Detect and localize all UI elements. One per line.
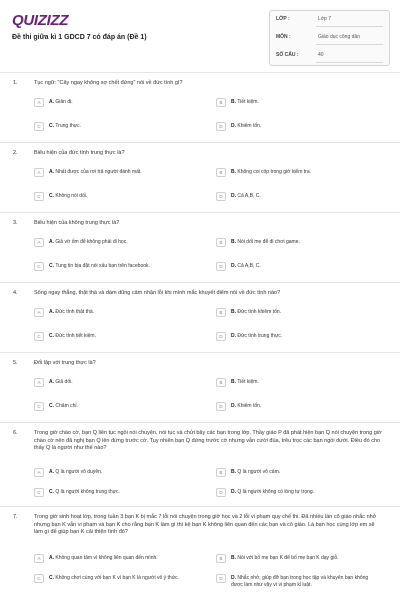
- option-letter: A.: [49, 309, 54, 315]
- divider: [0, 142, 400, 143]
- option-letter: D.: [231, 193, 236, 199]
- option-letter: D.: [231, 263, 236, 269]
- option-key-box[interactable]: D: [216, 122, 226, 131]
- meta-value: Lớp 7: [318, 16, 332, 22]
- divider: [0, 282, 400, 283]
- option-key-box[interactable]: D: [216, 332, 226, 341]
- option-letter: C.: [49, 193, 54, 199]
- option-text: Khiêm tốn.: [237, 403, 262, 409]
- option-letter: D.: [231, 489, 236, 495]
- option-text: Đức tính thật thà.: [55, 309, 95, 315]
- option-text: Khiêm tốn.: [237, 123, 262, 129]
- question-number: 6.: [13, 430, 18, 436]
- option-key-box[interactable]: D: [216, 574, 226, 583]
- option-key-box[interactable]: A: [34, 308, 44, 317]
- quizizz-logo: QUIZIZZ: [12, 12, 69, 29]
- option-key-box[interactable]: D: [216, 488, 226, 497]
- meta-value: 40: [318, 52, 324, 58]
- option-text: Tung tin bịa đặt nói xấu bạn trên facebook.: [55, 263, 150, 269]
- option-text: Giản dị.: [55, 99, 73, 105]
- worksheet-header: [12, 10, 390, 62]
- option-key-box[interactable]: A: [34, 168, 44, 177]
- option-key-box[interactable]: A: [34, 554, 44, 563]
- meta-row-subject: [270, 29, 389, 47]
- option-letter: D.: [231, 575, 236, 581]
- option-key-box[interactable]: C: [34, 574, 44, 583]
- option-text: Đức tính tiết kiệm.: [55, 333, 96, 339]
- question-number: 3.: [13, 220, 18, 226]
- meta-underline: [316, 62, 383, 63]
- meta-label: LỚP :: [276, 16, 290, 22]
- option-letter: B.: [231, 169, 236, 175]
- divider: [0, 212, 400, 213]
- option-key-box[interactable]: D: [216, 402, 226, 411]
- option-key-box[interactable]: B: [216, 468, 226, 477]
- question-text: Biểu hiện của đức tính trung thực là?: [34, 150, 125, 156]
- option-key-box[interactable]: D: [216, 262, 226, 271]
- option-text: Q là người vô duyên.: [55, 469, 103, 475]
- option-letter: C.: [49, 575, 54, 581]
- option-key-box[interactable]: B: [216, 554, 226, 563]
- option-key-box[interactable]: C: [34, 332, 44, 341]
- option-letter: C.: [49, 403, 54, 409]
- option-letter: A.: [49, 99, 54, 105]
- option-text: Chăm chỉ.: [55, 403, 78, 409]
- option-text: Q là người không trung thực.: [55, 489, 120, 495]
- option-key-box[interactable]: B: [216, 168, 226, 177]
- question-number: 7.: [13, 514, 18, 520]
- question-text: Đối lập với trung thực là?: [34, 360, 96, 366]
- question-number: 2.: [13, 150, 18, 156]
- divider: [0, 72, 400, 73]
- meta-row-class: [270, 11, 389, 29]
- option-key-box[interactable]: C: [34, 488, 44, 497]
- option-letter: C.: [49, 489, 54, 495]
- divider: [0, 422, 400, 423]
- document-title: Đề thi giữa kì 1 GDCD 7 có đáp án (Đề 1): [12, 34, 147, 41]
- meta-underline: [316, 26, 383, 27]
- option-letter: D.: [231, 403, 236, 409]
- question-number: 1.: [13, 80, 18, 86]
- option-text: Nhắc nhở, giúp đỡ bạn trong học tập và khuyên bạn không được làm như vậy vì vi phạm kỉ luật.: [231, 575, 369, 588]
- option-key-box[interactable]: B: [216, 98, 226, 107]
- option-text: Trung thực.: [55, 123, 81, 129]
- option-letter: A.: [49, 239, 54, 245]
- option-text: Q là người vô cảm.: [237, 469, 281, 475]
- option-letter: B.: [231, 99, 236, 105]
- option-letter: B.: [231, 379, 236, 385]
- option-key-box[interactable]: A: [34, 468, 44, 477]
- option-text: Không coi cóp trong giờ kiểm tra.: [237, 169, 311, 175]
- meta-row-question-count: [270, 47, 389, 65]
- option-key-box[interactable]: A: [34, 98, 44, 107]
- option-letter: B.: [231, 469, 236, 475]
- option-text: Đức tính trung thực.: [237, 333, 283, 339]
- option-text: Nói dối mẹ để đi chơi game.: [237, 239, 300, 245]
- option-text: Không chơi cùng với bạn K vì bạn K là người vô ý thức.: [55, 575, 179, 581]
- option-letter: D.: [231, 123, 236, 129]
- option-text: Đức tính khiêm tốn.: [237, 309, 282, 315]
- option-text: Nhất được của rơi trả người đánh mất.: [55, 169, 142, 175]
- meta-label: MÔN :: [276, 34, 291, 40]
- option-text: Cả A,B, C.: [237, 193, 261, 199]
- option-key-box[interactable]: B: [216, 378, 226, 387]
- option-key-box[interactable]: D: [216, 192, 226, 201]
- option-key-box[interactable]: C: [34, 192, 44, 201]
- meta-label: SỐ CÂU :: [276, 52, 299, 58]
- option-key-box[interactable]: C: [34, 402, 44, 411]
- option-letter: C.: [49, 263, 54, 269]
- question-text: Biểu hiện của không trung thực là?: [34, 220, 120, 226]
- option-text: Tiết kiệm.: [237, 379, 259, 385]
- option-letter: A.: [49, 555, 54, 561]
- meta-value: Giáo dục công dân: [318, 34, 360, 40]
- option-letter: C.: [49, 333, 54, 339]
- option-letter: C.: [49, 123, 54, 129]
- option-text: Không quan tâm vì không liên quan đến mình.: [55, 555, 158, 561]
- option-key-box[interactable]: B: [216, 238, 226, 247]
- option-key-box[interactable]: A: [34, 378, 44, 387]
- option-letter: B.: [231, 555, 236, 561]
- option-text: Giả dối.: [55, 379, 73, 385]
- option-text: Giả vờ ốm để không phải đi học.: [55, 239, 128, 245]
- option-text: Cả A,B, C.: [237, 263, 261, 269]
- option-key-box[interactable]: C: [34, 262, 44, 271]
- option-letter: D.: [231, 333, 236, 339]
- option-key-box[interactable]: B: [216, 308, 226, 317]
- question-text: Tục ngữ: "Cây ngay không sợ chết đứng" nói về đức tính gì?: [34, 80, 183, 86]
- divider: [0, 506, 400, 507]
- meta-underline: [316, 44, 383, 45]
- question-text: Trong giờ sinh hoạt lớp, trong tuần 3 bạn K bị mắc 7 lỗi nói chuyện trong giờ học và 2 lỗi vi phạm quy chế thi. Đã nhiều lần cô giáo nhắc nhở nhưng bạn K vẫn vi phạm và bạn K cho rằng bạn K làm gì thì kệ bạn K không liên quan đến các bạn và cô giáo. Là bạn học cùng lớp em sẽ làm gì để giúp bạn K cải thiện tình đó?: [34, 514, 377, 535]
- option-key-box[interactable]: C: [34, 122, 44, 131]
- divider: [0, 352, 400, 353]
- question-number: 4.: [13, 290, 18, 296]
- question-text: Trong giờ chào cờ, bạn Q liên tục ngồi nói chuyện, nói tục và chửi bậy các bạn trong lớp. Thầy giáo P đã phát hiện bạn Q nói chuyện trong giờ chào cờ nên đã nghị bạn Q lên đứng trước cờ. Tuy nhiên bạn Q đứng trước cờ nhưng vẫn cười đùa, trêu trọc các bạn ngồi dưới. Điều đó cho thấy Q là người như thế nào?: [34, 430, 382, 451]
- option-letter: B.: [231, 309, 236, 315]
- question-text: Sống ngay thẳng, thật thà và dám dũng cảm nhận lỗi khi mình mắc khuyết điểm nói về đức tính nào?: [34, 290, 281, 296]
- option-letter: A.: [49, 169, 54, 175]
- option-letter: B.: [231, 239, 236, 245]
- option-text: Nói với bố mẹ bạn K để bố mẹ bạn K dạy giỗ.: [237, 555, 339, 561]
- option-text: Q là người không có lòng tự trọng.: [237, 489, 315, 495]
- option-text: Tiết kiệm.: [237, 99, 259, 105]
- option-letter: A.: [49, 379, 54, 385]
- option-key-box[interactable]: A: [34, 238, 44, 247]
- meta-info-box: [269, 10, 390, 66]
- option-text: Không nói dối.: [55, 193, 88, 199]
- question-number: 5.: [13, 360, 18, 366]
- option-letter: A.: [49, 469, 54, 475]
